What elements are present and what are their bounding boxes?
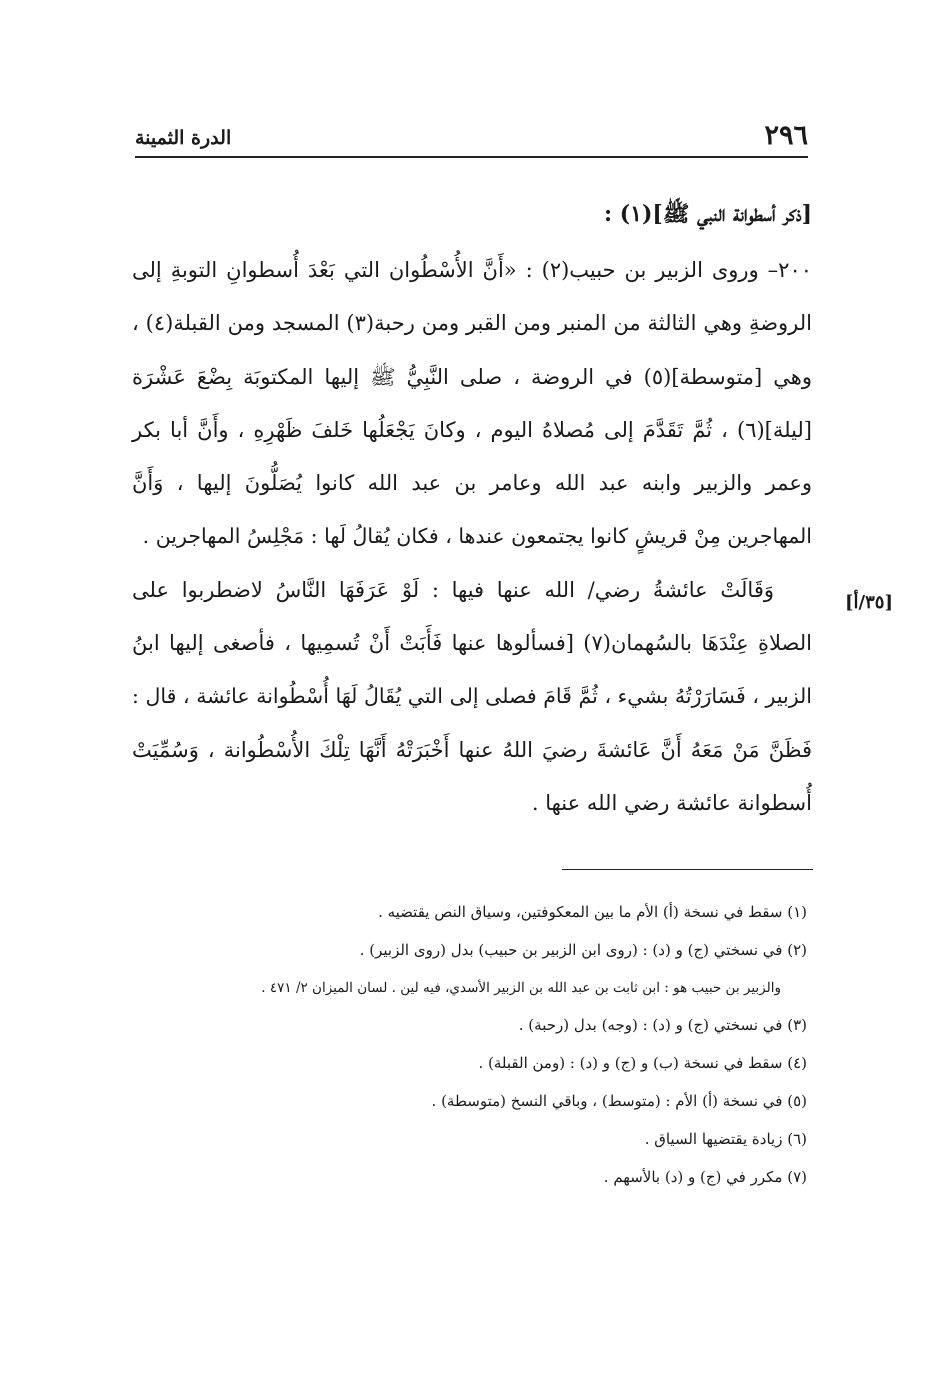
section-heading: [ذكر أسطوانة النبي ﷺ](١) :	[603, 201, 812, 227]
footnote: (٢) في نسختي (ج) و (د) : (روى ابن الزبير بن حبيب) بدل (روى الزبير) .	[359, 940, 807, 959]
footnote: (٤) سقط في نسخة (ب) و (ج) و (د) : (ومن القبلة) .	[478, 1054, 807, 1073]
body-line: فَظَنَّ مَنْ مَعَهُ أَنَّ عَائشةَ رضيَ اللهُ عنها أَخْبَرَتْهُ أَنَّهَا تِلْكَ الأُسْطُوانة ، وَسُمِّيَتْ	[132, 737, 812, 762]
body-line: [ليلة](٦) ، ثُمَّ تَقَدَّمَ إلى مُصلاهُ اليوم ، وكانَ يَجْعَلُها خَلفَ ظَهْرِهِ ، وأَنَّ أبا بكر	[132, 417, 812, 442]
main-text	[132, 184, 812, 830]
footnote: (٥) في نسخة (أ) الأم : (متوسط) ، وباقي النسخ (متوسطة) .	[431, 1091, 807, 1110]
body-line: أُسطوانة عائشة رضي الله عنها .	[531, 790, 812, 815]
footnote: (٣) في نسختي (ج) و (د) : (وجه) بدل (رحبة) .	[518, 1016, 807, 1035]
body-line: الروضةِ وهي الثالثة من المنبر ومن القبر ومن رحبة(٣) المسجد ومن القبلة(٤) ،	[132, 311, 812, 336]
body-line: المهاجرين مِنْ قريشٍ كانوا يجتمعون عندها ، فكان يُقالُ لَها : مَجْلِسُ المهاجرين .	[142, 524, 812, 549]
body-line: وَقَالَتْ عائشةُ رضي/ الله عنها فيها : لَوْ عَرَفَهَا النَّاسُ لاضطربوا على	[132, 577, 774, 602]
body-line: ٢٠٠– وروى الزبير بن حبيب(٢) : «أَنَّ الأُسْطُوان التي بَعْدَ أُسطوانِ التوبةِ إلى	[132, 258, 813, 282]
footnote: والزبير بن حبيب هو : ابن ثابت بن عبد الله بن الزبير الأسدي، فيه لين . لسان الميزان ٢/ ٤٧١ .	[261, 979, 781, 996]
running-header	[135, 118, 808, 158]
book-title: الدرة الثمينة	[135, 127, 232, 149]
manuscript-folio-reference: [٣٥/أ]	[845, 592, 893, 613]
footnotes	[247, 894, 807, 1196]
footnote: (١) سقط في نسخة (أ) الأم ما بين المعكوفتين، وسياق النص يقتضيه .	[378, 903, 807, 921]
body-line: وعمر والزبير وابنه عبد الله وعامر بن عبد الله كانوا يُصَلُّونَ إليها ، وَأَنَّ	[132, 471, 812, 496]
page-number: ٢٩٦	[764, 120, 808, 151]
body-line: وهي [متوسطة](٥) في الروضة ، صلى النَّبِيُّ ﷺ إليها المكتوبَة بِضْعَ عَشْرَة	[132, 364, 812, 389]
footnote-divider	[562, 869, 813, 870]
footnote: (٦) زيادة يقتضيها السياق .	[644, 1129, 807, 1148]
body-line: الزبير ، فَسَارَرْتُهُ بشيء ، ثُمَّ قَامَ فصلى إلى التي يُقَالُ لَهَا أُسْطُوانة عائشة ، قال :	[132, 684, 812, 709]
body-line: الصلاةِ عِنْدَهَا بالسُهمان(٧) [فسألوها عنها فَأَبَتْ أَنْ تُسمِيها ، فأصغى إليها ابنُ	[132, 631, 812, 656]
header-divider	[135, 156, 808, 158]
footnote: (٧) مكرر في (ج) و (د) بالأسهم .	[603, 1167, 807, 1186]
